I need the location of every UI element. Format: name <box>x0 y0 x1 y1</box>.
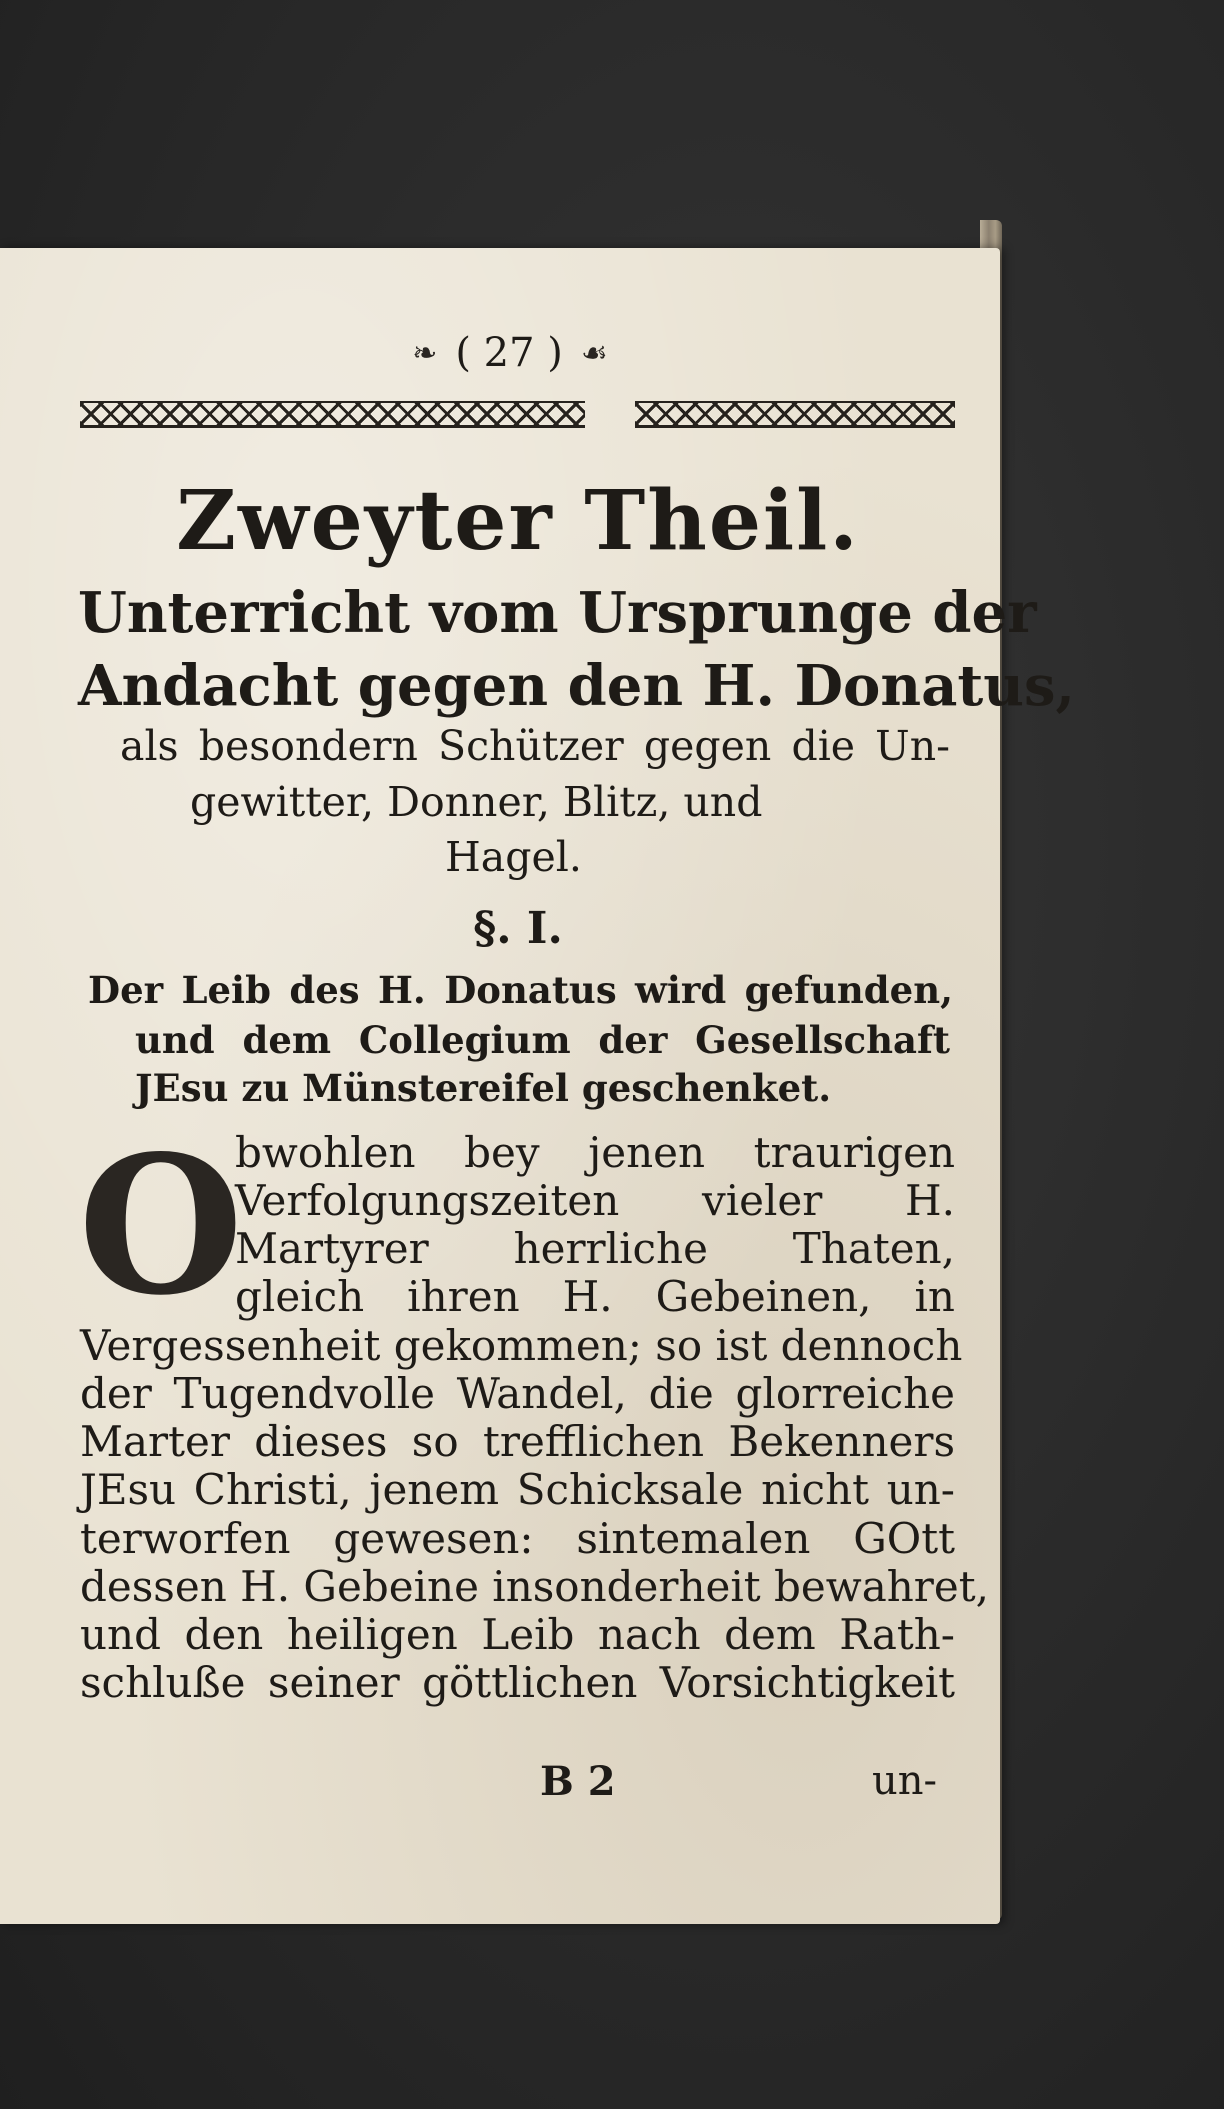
part-title: Zweyter Theil. <box>176 473 860 569</box>
body-line: Marter dieses so trefflichen Bekenners <box>80 1417 955 1466</box>
body-line: Verfolgungszeiten vieler H. <box>235 1176 955 1225</box>
body-line: Martyrer herrliche Thaten, <box>235 1224 955 1273</box>
left-ornament-icon: ❧ <box>412 335 438 371</box>
body-line: schluße seiner göttlichen Vorsichtigkeit <box>80 1658 955 1707</box>
body-line: JEsu Christi, jenem Schicksale nicht un- <box>80 1465 955 1514</box>
body-line: und den heiligen Leib nach dem Rath- <box>80 1610 955 1659</box>
book-page <box>0 248 1075 1924</box>
summary-line: und dem Collegium der Gesellschaft <box>135 1018 950 1062</box>
right-ornament-icon: ☙ <box>580 335 608 371</box>
summary-line: JEsu zu Münstereifel geschenket. <box>135 1066 832 1110</box>
border-strip-right <box>635 401 955 428</box>
subtitle-line: Unterricht vom Ursprunge der <box>78 580 1037 646</box>
catchword: un- <box>872 1758 938 1804</box>
page-number: ( 27 ) <box>455 330 563 376</box>
section-mark: §. I. <box>473 903 563 954</box>
subtitle-line: gewitter, Donner, Blitz, und <box>190 778 763 826</box>
body-line: dessen H. Gebeine insonderheit bewahret, <box>80 1562 989 1611</box>
decorative-border <box>80 396 955 432</box>
subtitle-line: als besondern Schützer gegen die Un- <box>120 722 950 770</box>
subtitle-line: Andacht gegen den H. Donatus, <box>78 653 1075 719</box>
summary-line: Der Leib des H. Donatus wird gefunden, <box>88 968 953 1012</box>
body-line: der Tugendvolle Wandel, die glorreiche <box>80 1369 955 1418</box>
drop-capital: O <box>78 1114 244 1337</box>
signature-mark: B 2 <box>540 1758 616 1805</box>
body-line: terworfen gewesen: sintemalen GOtt <box>80 1514 955 1563</box>
body-line: Vergessenheit gekommen; so ist dennoch <box>80 1321 963 1370</box>
border-strip-left <box>80 401 585 428</box>
subtitle-line: Hagel. <box>445 833 582 881</box>
page-header <box>300 323 720 383</box>
body-line: bwohlen bey jenen traurigen <box>235 1128 955 1177</box>
body-line: gleich ihren H. Gebeinen, in <box>235 1272 955 1321</box>
